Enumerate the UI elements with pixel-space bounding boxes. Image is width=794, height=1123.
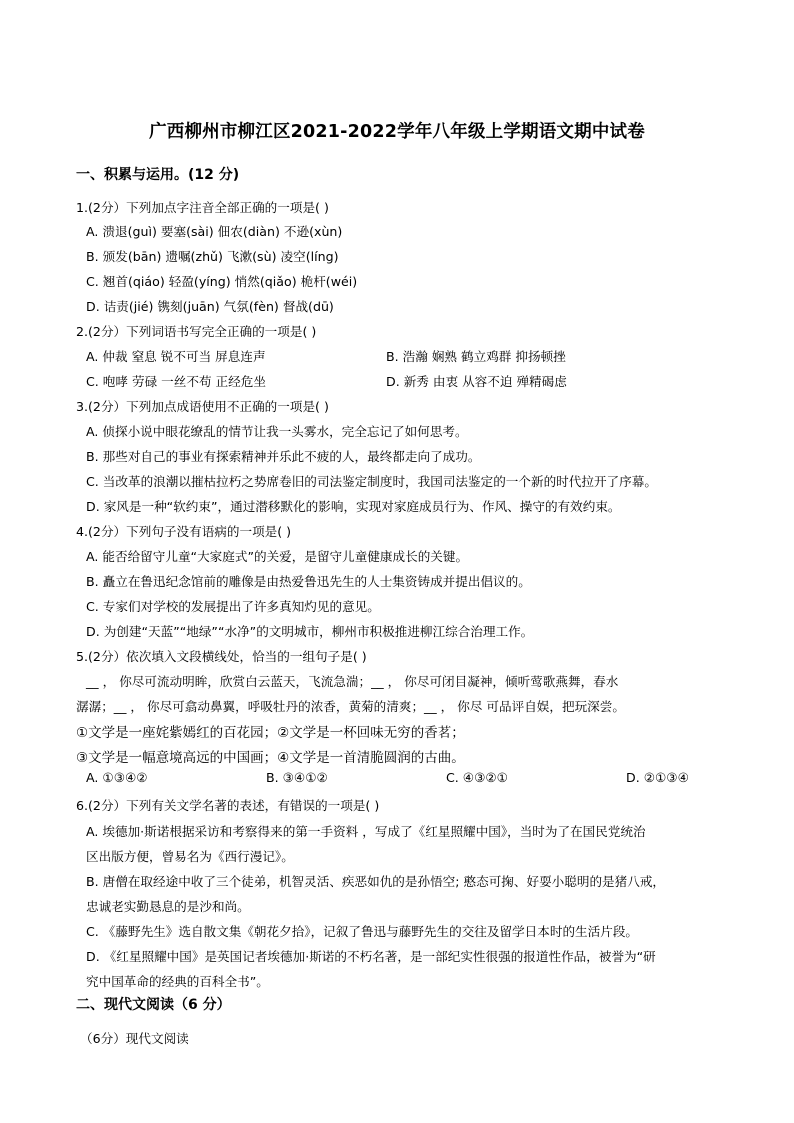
question-7-stem: （6分）现代文阅读: [80, 1031, 189, 1046]
question-6-option-d-line-1: D. 《红星照耀中国》是英国记者埃德加·斯诺的不朽名著，是一部纪实性很强的报道性作品，被誉为“研: [86, 949, 656, 964]
question-5-option-a: A. ①③④②: [86, 770, 148, 785]
question-3-option-d: D. 家风是一种“软约束”，通过潜移默化的影响，实现对家庭成员行为、作风、操守的有效约束。: [86, 499, 621, 514]
question-4-option-c: C. 专家们对学校的发展提出了许多真知灼见的意见。: [86, 599, 380, 614]
question-2-stem: 2.(2分）下列词语书写完全正确的一项是( ): [76, 324, 317, 339]
question-1-stem: 1.(2分）下列加点字注音全部正确的一项是( ): [76, 200, 329, 215]
question-4-option-a: A. 能否给留守儿童“大家庭式”的关爱，是留守儿童健康成长的关键。: [86, 549, 469, 564]
question-6-option-a-line-1: A. 埃德加·斯诺根据采访和考察得来的第一手资料 ，写成了《红星照耀中国》，当时为了在国民党统治: [86, 824, 646, 839]
question-2-option-d: D. 新秀 由衷 从容不迫 殚精碣虑: [386, 374, 567, 389]
section-heading-1: 一、积累与运用。(12 分): [76, 167, 240, 183]
section-heading-2: 二、现代文阅读（6 分）: [76, 997, 231, 1013]
question-6-option-b-line-1: B. 唐僧在取经途中收了三个徒弟，机智灵活、疾恶如仇的是孙悟空; 憨态可掬、好耍小聪明的是猪八戒，: [86, 874, 666, 889]
question-5-passage-line-1: __ ， 你尽可流动明眸，欣赏白云蓝天，飞流急湍；__ ， 你尽可闭目凝神，倾听莺歌燕舞，春水: [86, 674, 619, 689]
question-4-option-d: D. 为创建“天蓝”“地绿”“水净”的文明城市，柳州市积极推进柳江综合治理工作。: [86, 624, 534, 639]
question-5-option-c: C. ④③②①: [446, 770, 508, 785]
question-6-option-b-line-2: 忠诚老实勤恳息的是沙和尚。: [86, 899, 250, 914]
question-5-option-d: D. ②①③④: [626, 770, 689, 785]
question-5-stem: 5.(2分）依次填入文段横线处，恰当的一组句子是( ): [76, 649, 367, 664]
question-6-option-d-line-2: 究中国革命的经典的百科全书”。: [86, 974, 269, 989]
question-5-option-b: B. ③④①②: [266, 770, 328, 785]
question-1-option-a: A. 溃退(guì) 要塞(sài) 佃农(diàn) 不逊(xùn): [86, 224, 343, 239]
question-3-option-b: B. 那些对自己的事业有探索精神并乐此不疲的人，最终都走向了成功。: [86, 449, 481, 464]
question-6-stem: 6.(2分）下列有关文学名著的表述，有错误的一项是( ): [76, 798, 380, 813]
question-3-stem: 3.(2分）下列加点成语使用不正确的一项是( ): [76, 399, 329, 414]
question-2-option-b: B. 浩瀚 娴熟 鹤立鸡群 抑扬顿挫: [386, 349, 566, 364]
question-1-option-d: D. 诘责(jié) 镌刻(juān) 气氛(fèn) 督战(dū): [86, 299, 334, 314]
question-1-option-b: B. 颁发(bān) 遗嘱(zhǔ) 飞漱(sù) 凌空(líng): [86, 249, 339, 264]
question-1-option-c: C. 翘首(qiáo) 轻盈(yíng) 悄然(qiǎo) 桅杆(wéi): [86, 274, 358, 289]
question-3-option-a: A. 侦探小说中眼花缭乱的情节让我一头雾水，完全忘记了如何思考。: [86, 424, 468, 439]
question-4-stem: 4.(2分）下列句子没有语病的一项是( ): [76, 524, 292, 539]
question-6-option-c: C. 《藤野先生》选自散文集《朝花夕拾》，记叙了鲁迅与藤野先生的交往及留学日本时的生活片段。: [86, 924, 639, 939]
question-3-option-c: C. 当改革的浪潮以摧枯拉朽之势席卷旧的司法鉴定制度时，我国司法鉴定的一个新的时代拉开了序幕。: [86, 474, 657, 489]
question-4-option-b: B. 矗立在鲁迅纪念馆前的雕像是由热爱鲁迅先生的人士集资铸成并提出倡议的。: [86, 574, 531, 589]
question-5-sentences-1: ①文学是一座姹紫嫣红的百花园；②文学是一杯回味无穷的香茗；: [76, 725, 465, 741]
question-5-passage-line-2: 潺潺；__ ， 你尽可翕动鼻翼，呼吸牡丹的浓香，黄菊的清爽；__ ， 你尽 可品评自娱，把玩深尝。: [76, 699, 625, 714]
question-6-option-a-line-2: 区出版方便，曾易名为《西行漫记》。: [86, 849, 294, 864]
page-title: 广西柳州市柳江区2021-2022学年八年级上学期语文期中试卷: [149, 122, 645, 142]
question-2-option-a: A. 仲裁 窒息 锐不可当 屏息连声: [86, 349, 266, 364]
question-5-sentences-2: ③文学是一幅意境高远的中国画；④文学是一首清脆圆润的古曲。: [76, 750, 465, 766]
question-2-option-c: C. 咆哮 劳碌 一丝不苟 正经危坐: [86, 374, 266, 389]
